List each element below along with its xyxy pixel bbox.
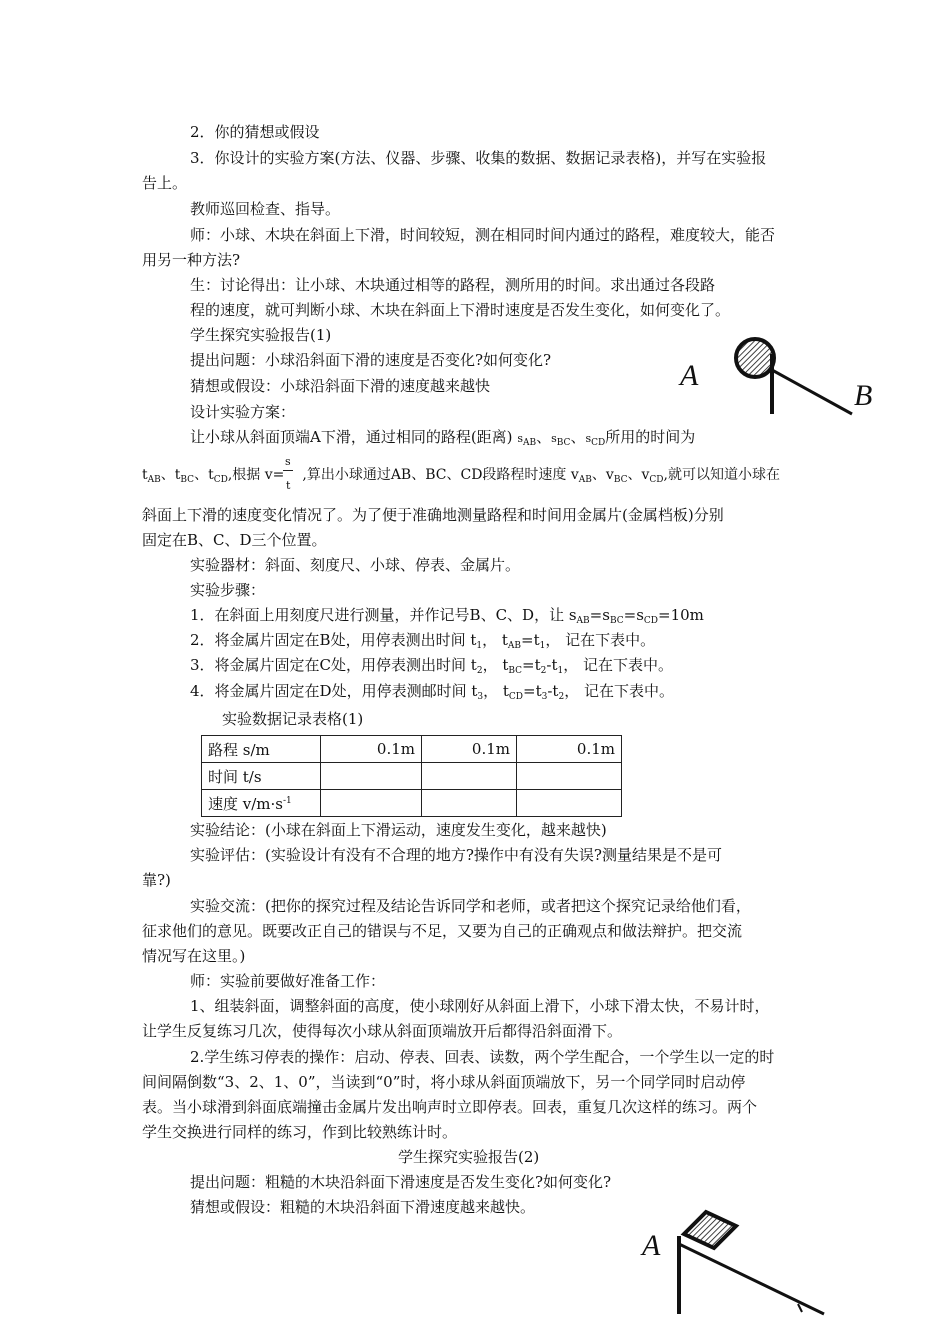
text-span: =t	[523, 682, 542, 700]
text-line: 设计实验方案：	[190, 403, 296, 421]
superscript: -1	[283, 795, 292, 806]
table-cell	[517, 763, 622, 790]
wood-block-shape	[684, 1212, 736, 1248]
text-line: 告上。	[142, 174, 188, 192]
subscript: 3	[541, 692, 548, 702]
text-line: 提出问题：小球沿斜面下滑的速度是否变化?如何变化?	[190, 351, 552, 369]
table-cell: 0.1m	[422, 736, 517, 763]
text-span: =t	[521, 631, 540, 649]
text-line: 让学生反复练习几次，使得每次小球从斜面顶端放开后都得沿斜面滑下。	[142, 1022, 623, 1040]
text-span: -t	[547, 682, 559, 700]
subscript: 1	[557, 666, 564, 676]
text-span: -t	[546, 656, 558, 674]
text-line: 斜面上下滑的速度变化情况了。为了便于准确地测量路程和时间用金属片(金属档板)分别	[142, 506, 724, 524]
text-line	[190, 655, 673, 681]
text-line	[142, 465, 780, 490]
subscript: CD	[591, 438, 606, 448]
text-line: 实验评估：(实验设计有没有不合理的地方?操作中有没有失误?测量结果是不是可	[190, 846, 722, 864]
fraction-numerator: s	[285, 455, 291, 468]
subscript: 3	[477, 692, 484, 702]
table-row	[202, 736, 622, 763]
text-span: ,就可以知道小球在	[663, 467, 780, 483]
subscript: CD	[649, 475, 664, 485]
text-span: t	[142, 467, 148, 483]
text-span: ,根据 v=	[227, 467, 285, 483]
text-line	[190, 681, 674, 707]
point-a-label: A	[680, 359, 699, 392]
table-caption: 实验数据记录表格(1)	[222, 710, 364, 728]
text-line	[190, 605, 704, 631]
text-span: ， 记在下表中。	[564, 682, 674, 700]
text-line: 实验器材：斜面、刻度尺、小球、停表、金属片。	[190, 556, 521, 574]
text-span: 速度 v/m·s	[208, 794, 283, 813]
text-line	[190, 630, 655, 656]
text-span: ， 记在下表中。	[545, 631, 656, 649]
subscript: BC	[556, 438, 571, 448]
text-line: 猜想或假设：小球沿斜面下滑的速度越来越快	[190, 377, 491, 395]
text-span: 、	[536, 428, 552, 446]
text-span: 、v	[591, 467, 614, 483]
section-heading: 学生探究实验报告(1)	[190, 326, 332, 344]
text-span: 1．在斜面上用刻度尺进行测量，并作记号B、C、D，让 s	[190, 606, 577, 624]
table-cell	[422, 790, 517, 817]
section-heading: 学生探究实验报告(2)	[398, 1148, 540, 1166]
subscript: BC	[508, 666, 523, 676]
ball-shape	[736, 339, 774, 377]
text-span: ， t	[483, 682, 509, 700]
text-span: s	[585, 432, 592, 445]
text-line: 固定在B、C、D三个位置。	[142, 531, 327, 549]
table-cell	[517, 790, 622, 817]
text-span: 所用的时间为	[605, 428, 696, 446]
text-span: 、t	[160, 467, 181, 483]
fraction-denominator: t	[286, 479, 291, 492]
text-line	[190, 427, 695, 453]
table-cell: 0.1m	[517, 736, 622, 763]
text-line: 教师巡回检查、指导。	[190, 200, 341, 218]
text-span: 让小球从斜面顶端A下滑，通过相同的路程(距离)	[190, 428, 513, 446]
subscript: 2	[540, 666, 547, 676]
table-cell: 路程 s/m	[202, 736, 321, 763]
subscript: CD	[508, 692, 524, 702]
subscript: 2	[558, 692, 565, 702]
table-cell	[202, 790, 321, 817]
text-span: =s	[589, 606, 610, 624]
text-span: =s	[623, 606, 644, 624]
text-line: 征求他们的意见。既要改正自己的错误与不足，又要为自己的正确观点和做法辩护。把交流	[142, 922, 743, 940]
text-line: 学生交换进行同样的练习，作到比较熟练计时。	[142, 1123, 458, 1141]
text-span: 、t	[194, 467, 214, 483]
text-span: s	[551, 432, 557, 445]
text-line: 师：小球、木块在斜面上下滑，时间较短，测在相同时间内通过的路程，难度较大，能否	[190, 226, 776, 244]
text-line: 提出问题：粗糙的木块沿斜面下滑速度是否发生变化?如何变化?	[190, 1173, 612, 1191]
table-cell	[321, 790, 422, 817]
text-span: ， t	[482, 631, 508, 649]
point-b-label: B	[854, 379, 873, 412]
incline-ball-figure	[676, 334, 896, 416]
text-line: 2.学生练习停表的操作：启动、停表、回表、读数，两个学生配合，一个学生以一定的时	[190, 1048, 775, 1066]
subscript: BC	[609, 616, 624, 626]
subscript: AB	[578, 475, 592, 485]
text-span: 3．将金属片固定在C处，用停表测出时间 t	[190, 656, 477, 674]
fraction-bar	[283, 470, 293, 471]
text-span: 4．将金属片固定在D处，用停表测邮时间 t	[190, 682, 478, 700]
incline-block-figure	[640, 1204, 840, 1316]
subscript: AB	[576, 616, 590, 626]
table-row	[202, 790, 622, 817]
subscript: AB	[522, 438, 537, 448]
text-span: 、	[570, 428, 586, 446]
table-cell	[422, 763, 517, 790]
text-line: 表。当小球滑到斜面底端撞击金属片发出响声时立即停表。回表，重复几次这样的练习。两个	[142, 1098, 758, 1116]
text-line: 1、组装斜面，调整斜面的高度，使小球刚好从斜面上滑下，小球下滑太快，不易计时，	[190, 997, 770, 1015]
text-span: ,算出小球通过AB、BC、CD段路程时速度 v	[302, 467, 579, 483]
table-cell	[321, 763, 422, 790]
text-span: s	[517, 432, 523, 445]
text-line: 2．你的猜想或假设	[190, 123, 320, 141]
subscript: CD	[643, 616, 659, 626]
point-a-label: A	[642, 1229, 661, 1262]
text-span: 、v	[627, 467, 650, 483]
text-line: 靠?)	[142, 871, 171, 889]
subscript: AB	[147, 475, 161, 485]
text-line: 程的速度，就可判断小球、木块在斜面上下滑时速度是否发生变化，如何变化了。	[190, 301, 731, 319]
text-line: 间间隔倒数“3、2、1、0”，当读到“0”时，将小球从斜面顶端放下，另一个同学同时启动停	[142, 1073, 746, 1091]
subscript: CD	[213, 475, 228, 485]
subscript: AB	[507, 641, 522, 651]
text-span: ， 记在下表中。	[563, 656, 673, 674]
text-line: 实验步骤：	[190, 581, 266, 599]
text-line: 猜想或假设：粗糙的木块沿斜面下滑速度越来越快。	[190, 1198, 536, 1216]
subscript: 2	[476, 666, 483, 676]
text-line: 用另一种方法?	[142, 251, 241, 269]
table-cell: 时间 t/s	[202, 763, 321, 790]
text-line: 师：实验前要做好准备工作：	[190, 972, 386, 990]
text-span: 2．将金属片固定在B处，用停表测出时间 t	[190, 631, 477, 649]
text-line: 3．你设计的实验方案(方法、仪器、步骤、收集的数据、数据记录表格)，并写在实验报	[190, 149, 767, 167]
text-span: =t	[522, 656, 541, 674]
text-span: ， t	[482, 656, 509, 674]
table-cell: 0.1m	[321, 736, 422, 763]
subscript: 1	[539, 641, 546, 651]
subscript: 1	[476, 641, 483, 651]
table-row	[202, 763, 622, 790]
subscript: BC	[180, 475, 195, 485]
subscript: BC	[613, 475, 628, 485]
text-line: 情况写在这里。)	[142, 947, 246, 965]
text-line: 生：讨论得出：让小球、木块通过相等的路程，测所用的时间。求出通过各段路	[190, 276, 716, 294]
text-span: =10m	[658, 606, 704, 624]
text-line: 实验交流：(把你的探究过程及结论告诉同学和老师，或者把这个探究记录给他们看，	[190, 897, 751, 915]
text-line: 实验结论：(小球在斜面上下滑运动，速度发生变化，越来越快)	[190, 821, 607, 839]
slope-tick	[798, 1304, 802, 1312]
incline-slope	[772, 370, 852, 414]
incline-slope	[679, 1244, 824, 1314]
data-record-table	[201, 735, 622, 817]
